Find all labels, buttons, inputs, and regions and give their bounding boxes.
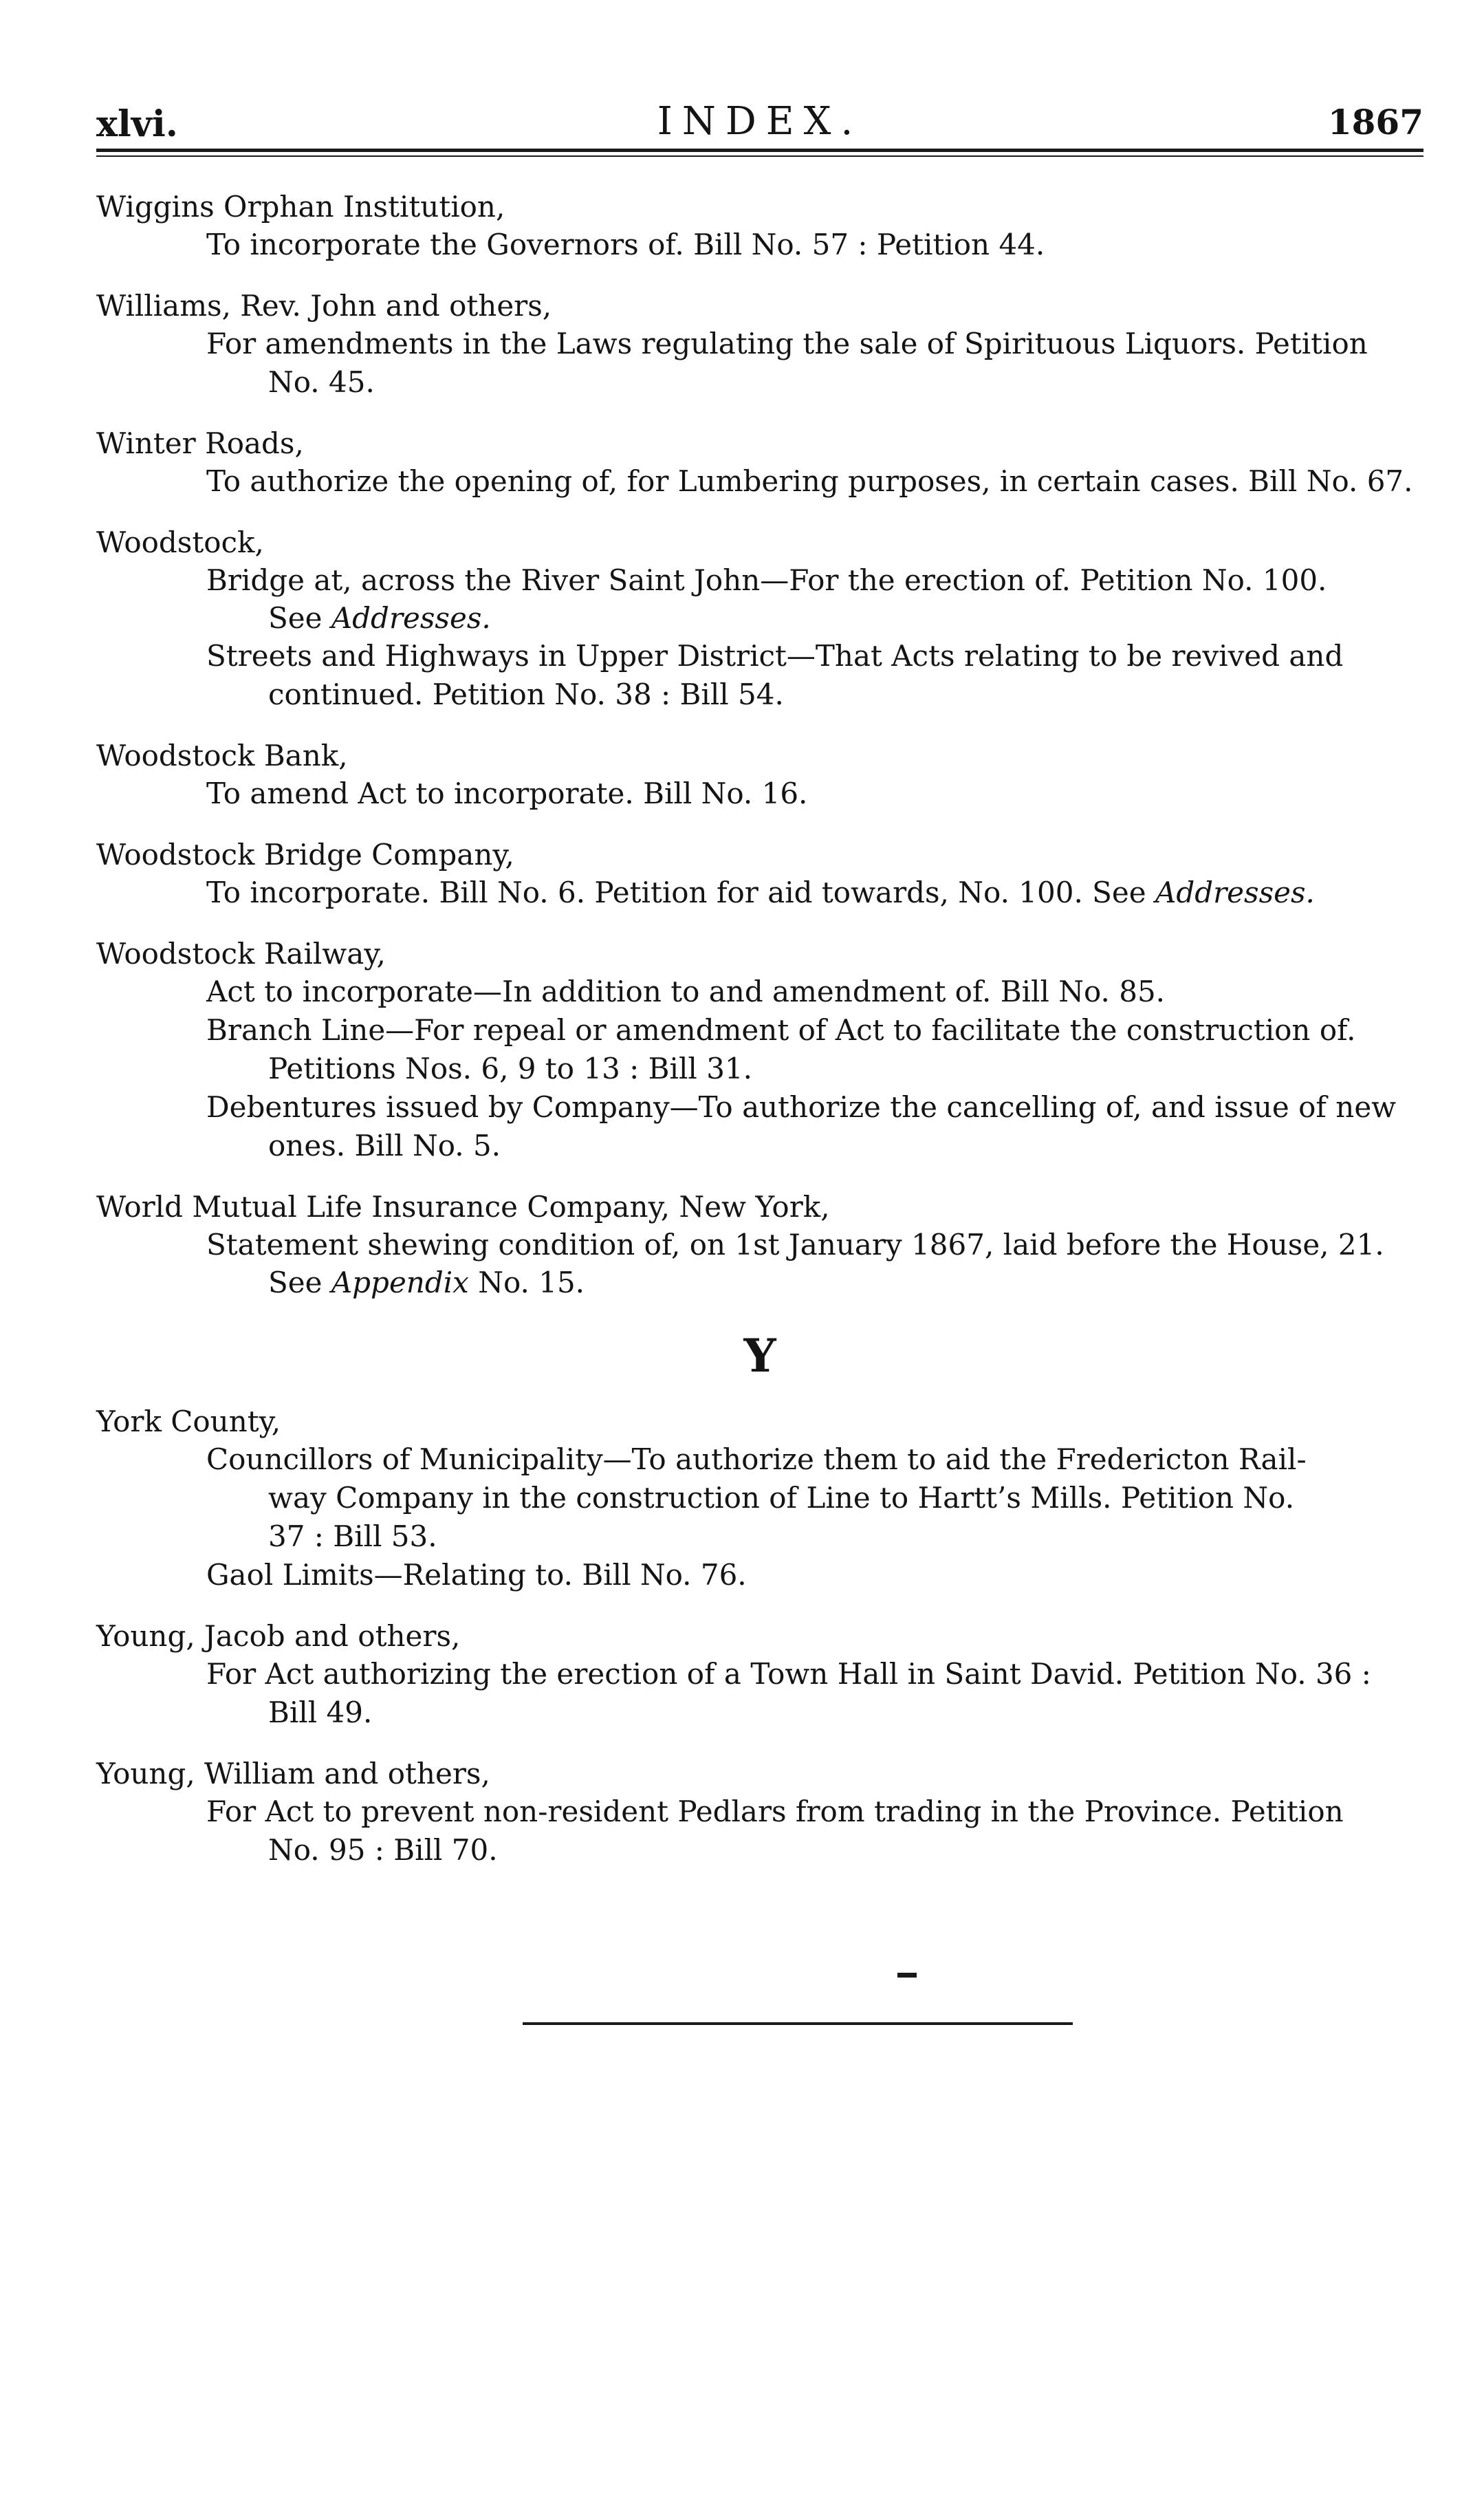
page-number: xlvi. (96, 103, 178, 145)
index-page (96, 89, 1423, 1893)
see-label: See (268, 1266, 323, 1299)
header-rule-thick (96, 149, 1423, 152)
entry-subentry: Statement shewing condition of, on 1st January 1867, laid before the House, 21. (206, 1228, 1384, 1262)
entry-heading: Woodstock Railway, (96, 937, 386, 971)
entry-heading: Woodstock Bank, (96, 739, 348, 772)
index-entry (96, 737, 1423, 813)
subentry-continuation: continued. Petition No. 38 : Bill 54. (268, 678, 784, 711)
entry-heading: Young, Jacob and others, (96, 1619, 461, 1653)
entry-subentry: To amend Act to incorporate. Bill No. 16. (206, 777, 808, 810)
subentry-text: Branch Line—For repeal or amendment of Act to facilitate the construction of. (206, 1013, 1356, 1047)
entry-subentry (96, 637, 1423, 714)
entry-heading: Woodstock, (96, 526, 264, 559)
see-reference (96, 600, 1423, 637)
end-dash (897, 1973, 917, 1978)
subentry-continuation: way Company in the construction of Line to Hartt’s Mills. Petition No. (268, 1481, 1295, 1515)
entry-subentry: To incorporate the Governors of. Bill No. 57 : Petition 44. (206, 228, 1045, 261)
see-reference (96, 1264, 1423, 1301)
page-header (96, 89, 1423, 144)
index-entry (96, 1403, 1423, 1594)
see-target: Addresses. (331, 601, 491, 635)
entry-subentry (96, 1011, 1423, 1088)
subentry-text: For Act authorizing the erection of a Town Hall in Saint David. Petition No. 36 : (206, 1657, 1371, 1691)
entry-heading: Young, William and others, (96, 1757, 490, 1790)
subentry-text: To incorporate. Bill No. 6. Petition for aid towards, No. 100. See (206, 876, 1146, 909)
entry-subentry (96, 1088, 1423, 1165)
subentry-continuation: 37 : Bill 53. (268, 1519, 437, 1553)
entry-heading: World Mutual Life Insurance Company, New York, (96, 1190, 830, 1224)
index-entry (96, 1618, 1423, 1732)
entry-subentry: Act to incorporate—In addition to and amendment of. Bill No. 85. (206, 975, 1166, 1008)
index-entry (96, 524, 1423, 714)
see-target: Appendix (331, 1266, 469, 1299)
entry-heading: Woodstock Bridge Company, (96, 838, 514, 871)
header-rule-thin (96, 155, 1423, 157)
subentry-continuation: No. 45. (268, 365, 375, 399)
entry-subentry (96, 1440, 1423, 1556)
index-entry (96, 935, 1423, 1165)
subentry-continuation: No. 95 : Bill 70. (268, 1833, 498, 1867)
subentry-text: For amendments in the Laws regulating the sale of Spirituous Liquors. Petition (206, 327, 1368, 360)
subentry-text: Debentures issued by Company—To authorize the cancelling of, and issue of new (206, 1090, 1397, 1124)
entry-subentry (96, 325, 1423, 402)
index-entry (96, 188, 1423, 264)
index-entry (96, 425, 1423, 501)
entry-heading: York County, (96, 1405, 281, 1438)
entry-subentry: To authorize the opening of, for Lumbering purposes, in certain cases. Bill No. 67. (206, 464, 1413, 498)
entry-heading: Winter Roads, (96, 426, 304, 460)
subentry-continuation: Petitions Nos. 6, 9 to 13 : Bill 31. (268, 1052, 752, 1085)
see-target: Addresses. (1155, 876, 1315, 909)
subentry-text: Councillors of Municipality—To authorize them to aid the Fredericton Rail- (206, 1442, 1307, 1476)
year-label: 1867 (1327, 102, 1423, 142)
index-entry (96, 836, 1423, 912)
index-entry (96, 1755, 1423, 1870)
index-entries (96, 188, 1423, 1870)
entry-heading: Williams, Rev. John and others, (96, 289, 552, 323)
section-letter-y: Y (743, 1329, 776, 1383)
subentry-text: For Act to prevent non-resident Pedlars from trading in the Province. Petition (206, 1795, 1344, 1828)
index-entry (96, 288, 1423, 402)
entry-subentry: Gaol Limits—Relating to. Bill No. 76. (206, 1558, 747, 1592)
entry-subentry (96, 1793, 1423, 1870)
end-rule (523, 2022, 1073, 2025)
entry-heading: Wiggins Orphan Institution, (96, 190, 505, 224)
entry-subentry (96, 1655, 1423, 1732)
page-title: INDEX. (657, 99, 863, 144)
entry-subentry (96, 874, 1423, 912)
see-tail: No. 15. (478, 1266, 585, 1299)
index-entry (96, 1189, 1423, 1301)
subentry-continuation: ones. Bill No. 5. (268, 1129, 501, 1162)
subentry-text: Streets and Highways in Upper District—That Acts relating to be revived and (206, 639, 1344, 673)
entry-subentry: Bridge at, across the River Saint John—For the erection of. Petition No. 100. (206, 563, 1327, 597)
subentry-continuation: Bill 49. (268, 1696, 373, 1729)
see-label: See (268, 601, 323, 635)
